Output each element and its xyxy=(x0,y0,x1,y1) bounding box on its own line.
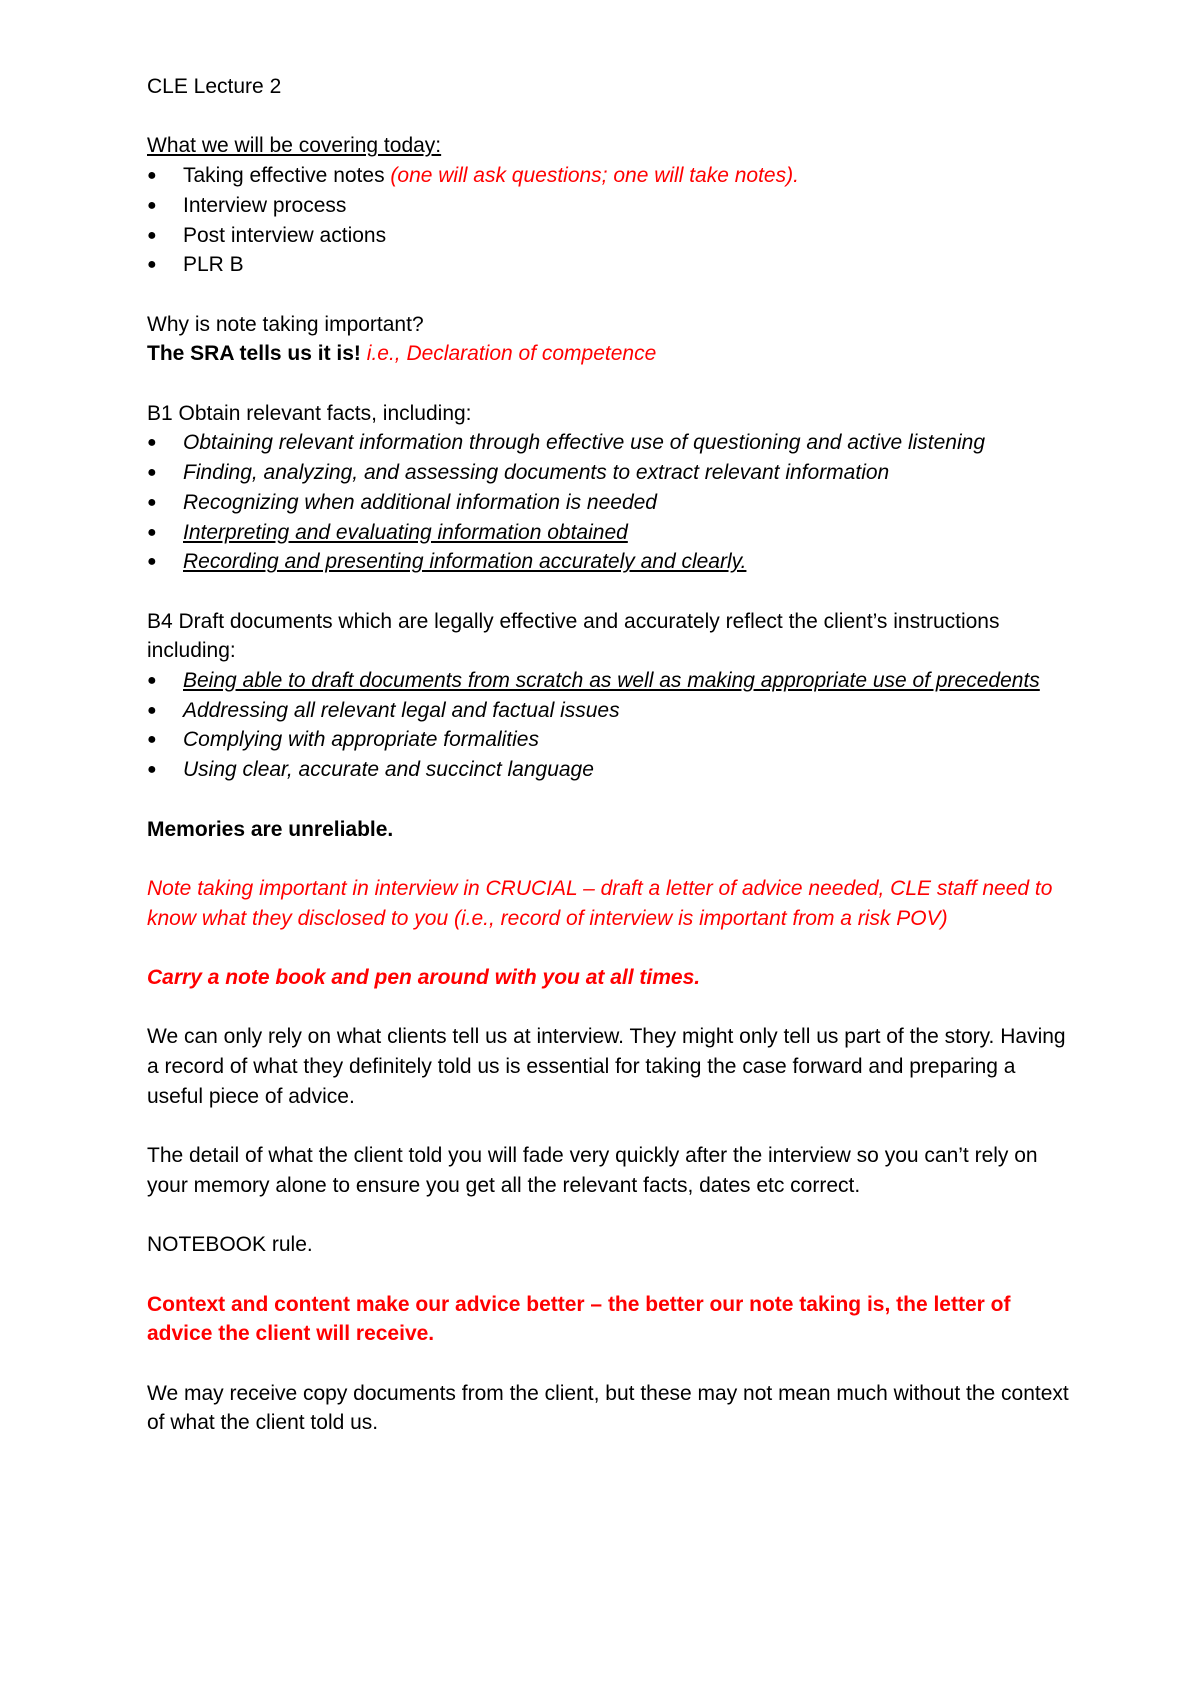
why-answer-red: i.e., Declaration of competence xyxy=(360,342,657,366)
spacer xyxy=(147,1201,1077,1231)
bullet-icon: ● xyxy=(147,256,157,274)
document-page xyxy=(147,72,1077,1438)
bullet-icon: ● xyxy=(147,523,157,541)
b1-heading: B1 Obtain relevant facts, including: xyxy=(147,401,472,425)
notebook-rule: NOTEBOOK rule. xyxy=(147,1233,313,1257)
document-title: CLE Lecture 2 xyxy=(147,75,282,98)
list-item-text: Taking effective notes xyxy=(183,164,391,188)
list-item-text: Recording and presenting information accurately and clearly. xyxy=(183,550,747,574)
why-answer-bold: The SRA tells us it is! xyxy=(147,342,361,366)
list-item xyxy=(147,547,1077,577)
bullet-icon: ● xyxy=(147,226,157,244)
bullet-icon: ● xyxy=(147,761,157,779)
covering-list xyxy=(147,161,1077,280)
list-item xyxy=(147,161,1077,191)
list-item-text: Recognizing when additional information is needed xyxy=(183,490,657,514)
spacer xyxy=(147,1111,1077,1141)
why-answer xyxy=(147,339,1077,369)
context-paragraph: Context and content make our advice better – the better our note taking is, the letter of advice the client will receive. xyxy=(147,1292,1011,1346)
list-item xyxy=(147,250,1077,280)
spacer xyxy=(147,577,1077,607)
bullet-icon: ● xyxy=(147,434,157,452)
list-item-text: Finding, analyzing, and assessing documents to extract relevant information xyxy=(183,461,890,485)
bullet-icon: ● xyxy=(147,196,157,214)
list-item-text: PLR B xyxy=(183,253,244,277)
bullet-icon: ● xyxy=(147,672,157,689)
list-item-text: Using clear, accurate and succinct language xyxy=(183,758,594,782)
list-item-text: Obtaining relevant information through effective use of questioning and active listening xyxy=(183,431,985,455)
list-item xyxy=(147,725,1077,755)
list-item-note: (one will ask questions; one will take notes). xyxy=(390,164,799,188)
list-item xyxy=(147,191,1077,221)
spacer xyxy=(147,102,1077,132)
fade-paragraph: The detail of what the client told you will fade very quickly after the interview so you can’t rely on your memory alone to ensure you get all the relevant facts, dates etc correct. xyxy=(147,1144,1038,1197)
list-item xyxy=(147,518,1077,548)
b4-heading: B4 Draft documents which are legally effective and accurately reflect the client’s instructions including: xyxy=(147,609,1000,663)
b1-list xyxy=(147,428,1077,577)
bullet-icon: ● xyxy=(147,731,157,749)
bullet-icon: ● xyxy=(147,493,157,511)
b4-list xyxy=(147,666,1077,785)
list-item-text: Interpreting and evaluating information obtained xyxy=(183,520,628,544)
list-item xyxy=(147,428,1077,458)
bullet-icon: ● xyxy=(147,167,157,185)
list-item xyxy=(147,666,1077,696)
bullet-icon: ● xyxy=(147,701,157,719)
list-item-text: Complying with appropriate formalities xyxy=(183,728,539,752)
spacer xyxy=(147,280,1077,310)
list-item-text: Interview process xyxy=(183,193,347,217)
bullet-icon: ● xyxy=(147,553,157,571)
crucial-paragraph: Note taking important in interview in CRUCIAL – draft a letter of advice needed, CLE staff need to know what they disclosed to you (i.e., record of interview is important from a risk POV) xyxy=(147,876,1053,930)
spacer xyxy=(147,369,1077,399)
documents-paragraph: We may receive copy documents from the client, but these may not mean much without the context of what the client told us. xyxy=(147,1381,1069,1435)
covering-heading: What we will be covering today: xyxy=(147,134,442,158)
list-item xyxy=(147,221,1077,251)
list-item xyxy=(147,488,1077,518)
spacer xyxy=(147,844,1077,874)
memories-line: Memories are unreliable. xyxy=(147,817,394,841)
why-question: Why is note taking important? xyxy=(147,312,424,336)
carry-line: Carry a note book and pen around with you at all times. xyxy=(147,965,701,989)
spacer xyxy=(147,993,1077,1023)
list-item xyxy=(147,755,1077,785)
list-item xyxy=(147,458,1077,488)
list-item-text: Being able to draft documents from scratch as well as making appropriate use of precedents xyxy=(183,669,1040,692)
spacer xyxy=(147,1349,1077,1379)
spacer xyxy=(147,933,1077,963)
rely-paragraph: We can only rely on what clients tell us at interview. They might only tell us part of the story. Having a record of what they definitely told us is essential for taking the case forward and preparing a useful piece of advice. xyxy=(147,1025,1066,1108)
list-item xyxy=(147,696,1077,726)
spacer xyxy=(147,785,1077,815)
bullet-icon: ● xyxy=(147,464,157,482)
list-item-text: Post interview actions xyxy=(183,223,387,247)
spacer xyxy=(147,1260,1077,1290)
list-item-text: Addressing all relevant legal and factual issues xyxy=(183,698,620,722)
